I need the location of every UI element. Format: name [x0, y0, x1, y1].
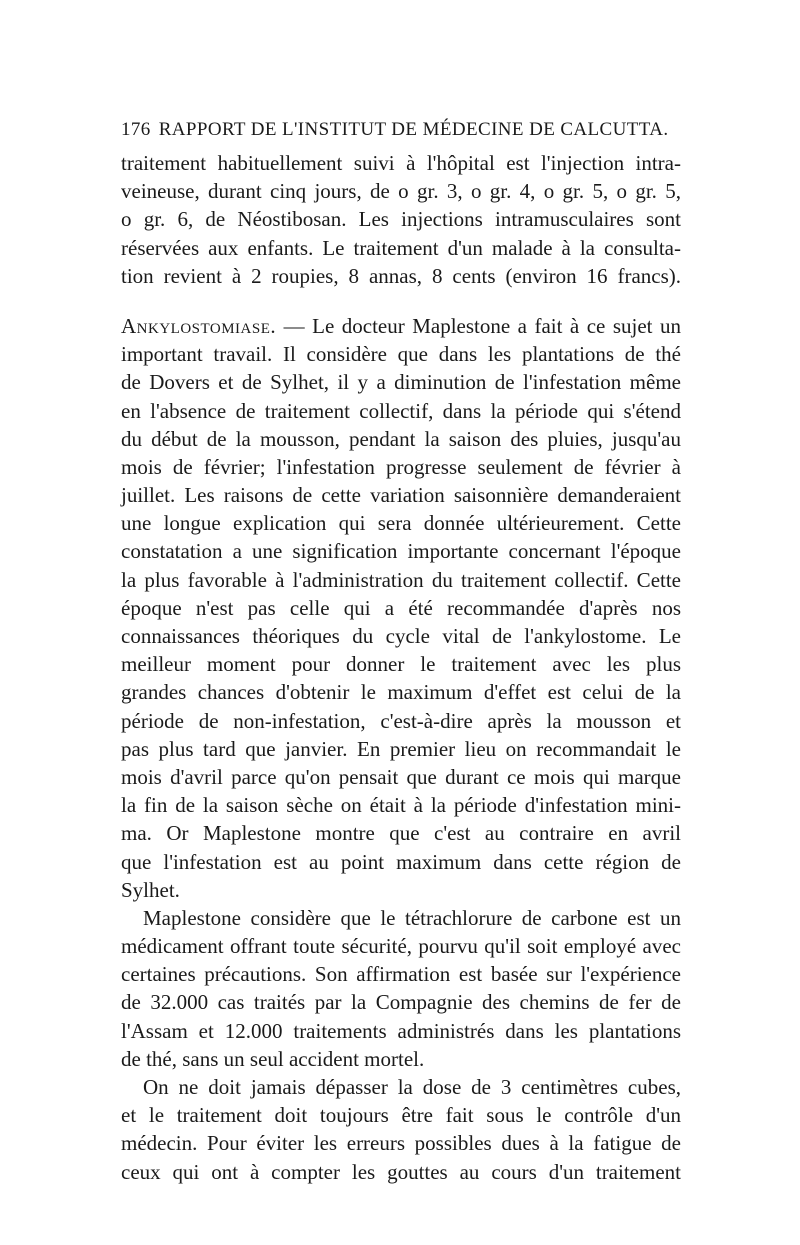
- section-heading: Ankylostomiase.: [121, 313, 277, 338]
- text-line: l'Assam et 12.000 traitements administrés dans les plantations: [121, 1018, 681, 1043]
- paragraph: [121, 1073, 681, 1186]
- text-line: constatation a une signification importante concernant l'époque: [121, 539, 681, 564]
- text-line: important travail. Il considère que dans les plantations de thé: [121, 342, 681, 367]
- text-line: On ne doit jamais dépasser la dose de 3 centimètres cubes,: [143, 1075, 681, 1099]
- text-line: traitement habituellement suivi à l'hôpital est l'injection intra-: [121, 151, 681, 175]
- text-line: juillet. Les raisons de cette variation saisonnière demanderaient: [121, 483, 681, 508]
- text-line: connaissances théoriques du cycle vital de l'ankylostome. Le: [121, 624, 681, 648]
- text-line: pas plus tard que janvier. En premier lieu on recommandait le: [121, 736, 681, 761]
- running-title: RAPPORT DE L'INSTITUT DE MÉDECINE DE CALCUTTA.: [158, 119, 669, 140]
- text-fragment: — Le docteur Maplestone a fait à ce sujet un: [276, 313, 681, 338]
- text-line: Sylhet.: [121, 877, 180, 902]
- text-line: de 32.000 cas traités par la Compagnie des chemins de fer de: [121, 990, 681, 1015]
- text-line: ceux qui ont à compter les gouttes au cours d'un traitement: [121, 1159, 681, 1184]
- text-line: grandes chances d'obtenir le maximum d'effet est celui de la: [121, 680, 681, 705]
- text-line: de Dovers et de Sylhet, il y a diminution de l'infestation même: [121, 370, 681, 395]
- text-line: époque n'est pas celle qui a été recommandée d'après nos: [121, 595, 681, 620]
- paragraph: [121, 904, 681, 1073]
- text-line: médicament offrant toute sécurité, pourvu qu'il soit employé avec: [121, 934, 681, 959]
- text-line: mois d'avril parce qu'on pensait que durant ce mois qui marque: [121, 764, 681, 789]
- text-line: en l'absence de traitement collectif, dans la période qui s'étend: [121, 398, 681, 423]
- text-line: tion revient à 2 roupies, 8 annas, 8 cents (environ 16 francs).: [121, 263, 681, 288]
- text-line: réservées aux enfants. Le traitement d'un malade à la consulta-: [121, 235, 681, 260]
- document-page: [121, 118, 681, 1186]
- text-line: certaines précautions. Son affirmation est basée sur l'expérience: [121, 962, 681, 987]
- paragraph: [121, 149, 681, 290]
- text-line: veineuse, durant cinq jours, de o gr. 3, o gr. 4, o gr. 5, o gr. 5,: [121, 179, 681, 204]
- text-line: meilleur moment pour donner le traitement avec les plus: [121, 652, 681, 677]
- text-line: de thé, sans un seul accident mortel.: [121, 1046, 425, 1071]
- text-line: une longue explication qui sera donnée ultérieurement. Cette: [121, 511, 681, 536]
- text-line: la fin de la saison sèche on était à la période d'infestation mini-: [121, 793, 681, 818]
- paragraph-gap: [121, 290, 681, 312]
- text-line: ma. Or Maplestone montre que c'est au contraire en avril: [121, 821, 681, 846]
- text-line: médecin. Pour éviter les erreurs possibles dues à la fatigue de: [121, 1131, 681, 1156]
- text-line: la plus favorable à l'administration du traitement collectif. Cette: [121, 567, 681, 592]
- text-line: Maplestone considère que le tétrachlorure de carbone est un: [143, 905, 681, 930]
- page-number: 176: [121, 119, 151, 140]
- text-line: o gr. 6, de Néostibosan. Les injections intramusculaires sont: [121, 207, 681, 232]
- paragraph: [121, 312, 681, 904]
- text-line: mois de février; l'infestation progresse seulement de février à: [121, 454, 681, 479]
- text-line: [121, 312, 681, 340]
- text-line: et le traitement doit toujours être fait sous le contrôle d'un: [121, 1103, 681, 1128]
- text-line: période de non-infestation, c'est-à-dire après la mousson et: [121, 708, 681, 733]
- text-line: du début de la mousson, pendant la saison des pluies, jusqu'au: [121, 426, 681, 451]
- text-line: que l'infestation est au point maximum dans cette région de: [121, 849, 681, 874]
- running-header: [121, 118, 681, 142]
